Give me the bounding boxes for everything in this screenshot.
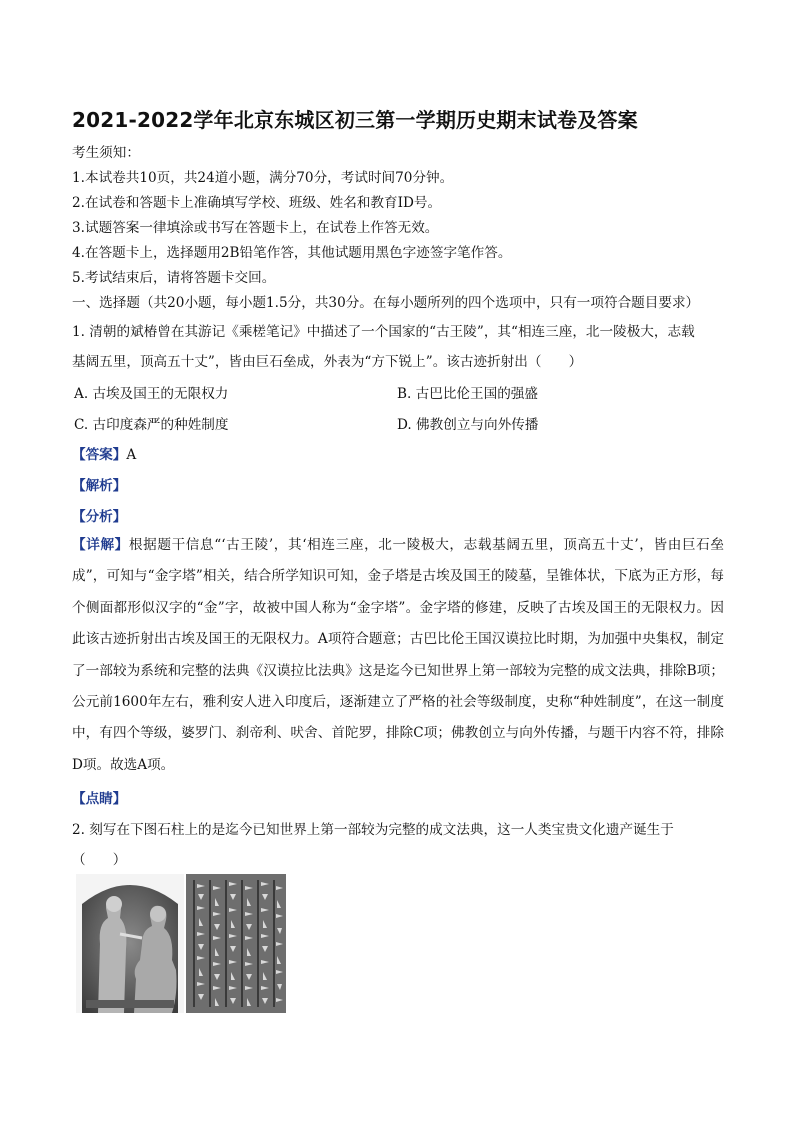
answer-value: A: [126, 447, 137, 463]
q1-stem-line2: 基阔五里，顶高五十丈”，皆由巨石垒成，外表为“方下锐上”。该古迹折射出（ ）: [72, 354, 583, 370]
q1-dianjing-tag: [72, 787, 126, 807]
q2-stem-line2: （ ）: [72, 852, 127, 868]
cuneiform-text-image: [186, 874, 286, 1013]
notice-item-3: 3.试题答案一律填涂或书写在答题卡上，在试卷上作答无效。: [72, 220, 439, 236]
exam-title: 2021-2022学年北京东城区初三第一学期历史期末试卷及答案: [72, 108, 638, 132]
q1-option-b: B. 古巴比伦王国的强盛: [397, 386, 538, 402]
stele-relief-image: [76, 874, 184, 1013]
section-heading: 一、选择题（共20小题，每小题1.5分，共30分。在每小题所列的四个选项中，只有一项符合题目要求）: [72, 295, 700, 311]
answer-tag: 【答案】: [72, 447, 127, 463]
q1-option-a: A. 古埃及国王的无限权力: [74, 386, 229, 402]
fenxi-tag: 【分析】: [72, 509, 127, 525]
q2-stem-line1: 2. 刻写在下图石柱上的是迄今已知世界上第一部较为完整的成文法典，这一人类宝贵文化遗产诞生于: [72, 822, 674, 838]
q1-answer: [72, 443, 136, 463]
notice-item-2: 2.在试卷和答题卡上准确填写学校、班级、姓名和教育ID号。: [72, 195, 442, 211]
analysis-tag: 【解析】: [72, 478, 127, 494]
q2-figure: [76, 874, 286, 1014]
dianjing-tag: 【点睛】: [72, 791, 127, 807]
detail-tag: 【详解】: [72, 537, 129, 553]
q1-detail-paragraph: [72, 530, 724, 781]
q1-analysis-tag: [72, 474, 126, 494]
notice-item-1: 1.本试卷共10页，共24道小题，满分70分，考试时间70分钟。: [72, 170, 454, 186]
detail-text: 根据题干信息“‘古王陵’，其‘相连三座，北一陵极大，志载基阔五里，顶高五十丈’，皆由巨石垒成”，可知与“金字塔”相关，结合所学知识可知，金子塔是古埃及国王的陵墓，呈锥体状，下底为正方形，每个侧面都形似汉字的“金”字，故被中国人称为“金字塔”。金字塔的修建，反映了古埃及国王的无限权力。因此该古迹折射出古埃及国王的无限权力。A项符合题意；古巴比伦王国汉谟拉比时期，为加强中央集权，制定了一部较为系统和完整的法典《汉谟拉比法典》这是迄今已知世界上第一部较为完整的成文法典，排除B项；公元前1600年左右，雅利安人进入印度后，逐渐建立了严格的社会等级制度，史称“种姓制度”，在这一制度中，有四个等级，婆罗门、刹帝利、吠舍、首陀罗，排除C项；佛教创立与向外传播，与题干内容不符，排除D项。故选A项。: [72, 537, 725, 773]
q1-fenxi-tag: [72, 505, 126, 525]
q1-option-d: D. 佛教创立与向外传播: [397, 417, 539, 433]
q1-stem-line1: 1. 清朝的斌椿曾在其游记《乘槎笔记》中描述了一个国家的“古王陵”，其“相连三座，北一陵极大，志载: [72, 324, 695, 340]
notice-heading: 考生须知：: [72, 145, 140, 161]
notice-item-4: 4.在答题卡上，选择题用2B铅笔作答，其他试题用黑色字迹签字笔作答。: [72, 245, 512, 261]
notice-item-5: 5.考试结束后，请将答题卡交回。: [72, 270, 276, 286]
q1-option-c: C. 古印度森严的种姓制度: [74, 417, 229, 433]
